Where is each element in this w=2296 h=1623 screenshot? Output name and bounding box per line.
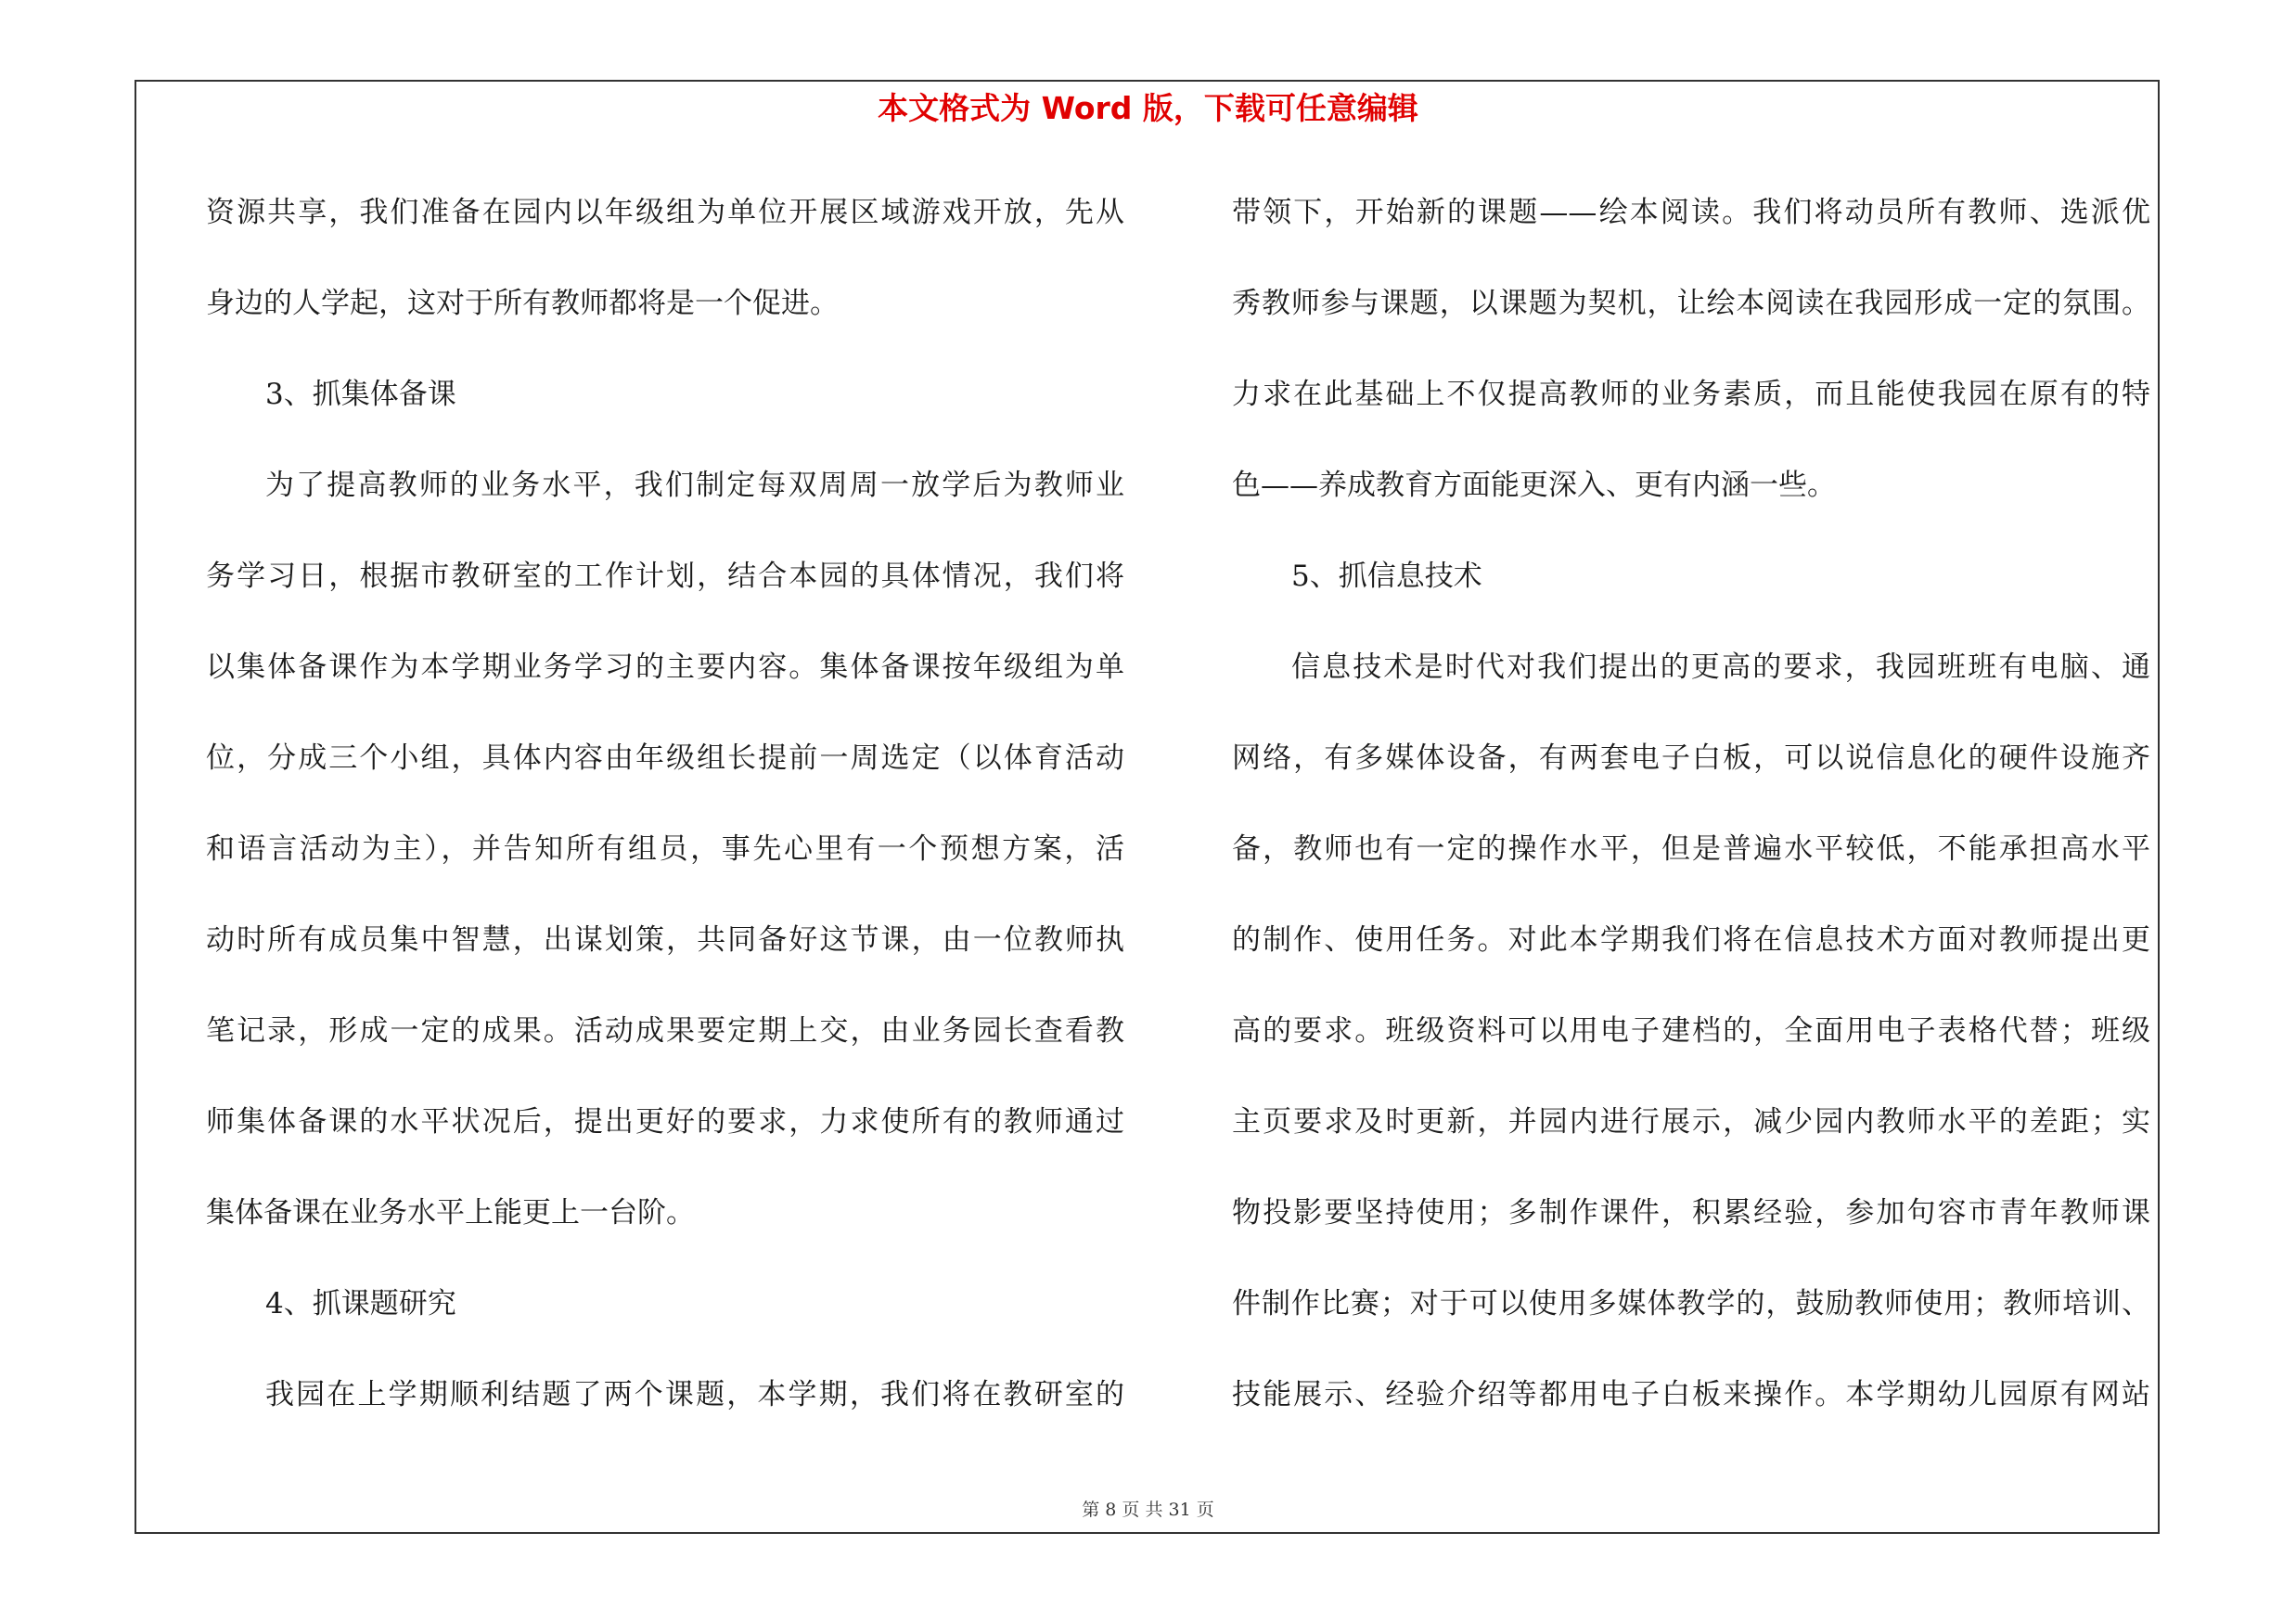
text-line: 资源共享，我们准备在园内以年级组为单位开展区域游戏开放，先从	[206, 196, 1124, 229]
text-line: 色——养成教育方面能更深入、更有内涵一些。	[1232, 469, 1836, 502]
text-line: 我园在上学期顺利结题了两个课题，本学期，我们将在教研室的	[265, 1378, 1124, 1411]
text-line: 的制作、使用任务。对此本学期我们将在信息技术方面对教师提出更	[1232, 923, 2150, 957]
text-line: 秀教师参与课题，以课题为契机，让绘本阅读在我园形成一定的氛围。	[1232, 287, 2150, 320]
text-line: 网络，有多媒体设备，有两套电子白板，可以说信息化的硬件设施齐	[1232, 741, 2150, 775]
text-line: 和语言活动为主），并告知所有组员，事先心里有一个预想方案，活	[206, 832, 1124, 866]
left-text-column	[206, 186, 1124, 1459]
word-format-banner: 本文格式为 Word 版，下载可任意编辑	[878, 90, 1418, 126]
section-heading: 3、抓集体备课	[265, 378, 456, 411]
text-line: 主页要求及时更新，并园内进行展示，减少园内教师水平的差距；实	[1232, 1105, 2150, 1139]
text-line: 笔记录，形成一定的成果。活动成果要定期上交，由业务园长查看教	[206, 1014, 1124, 1048]
text-line: 物投影要坚持使用；多制作课件，积累经验，参加句容市青年教师课	[1232, 1196, 2150, 1230]
text-line: 务学习日，根据市教研室的工作计划，结合本园的具体情况，我们将	[206, 560, 1124, 593]
text-line: 带领下，开始新的课题——绘本阅读。我们将动员所有教师、选派优	[1232, 196, 2150, 229]
text-line: 高的要求。班级资料可以用电子建档的，全面用电子表格代替；班级	[1232, 1014, 2150, 1048]
section-heading: 5、抓信息技术	[1291, 560, 1482, 593]
right-text-column	[1232, 186, 2150, 1459]
text-line: 技能展示、经验介绍等都用电子白板来操作。本学期幼儿园原有网站	[1232, 1378, 2150, 1411]
text-line: 力求在此基础上不仅提高教师的业务素质，而且能使我园在原有的特	[1232, 378, 2150, 411]
text-line: 身边的人学起，这对于所有教师都将是一个促进。	[206, 287, 839, 320]
section-heading: 4、抓课题研究	[265, 1287, 456, 1320]
text-line: 集体备课在业务水平上能更上一台阶。	[206, 1196, 695, 1230]
text-line: 件制作比赛；对于可以使用多媒体教学的，鼓励教师使用；教师培训、	[1232, 1287, 2150, 1320]
text-line: 备，教师也有一定的操作水平，但是普遍水平较低，不能承担高水平	[1232, 832, 2150, 866]
page-footer: 第 8 页 共 31 页	[1082, 1500, 1214, 1520]
text-line: 以集体备课作为本学期业务学习的主要内容。集体备课按年级组为单	[206, 650, 1124, 684]
text-line: 师集体备课的水平状况后，提出更好的要求，力求使所有的教师通过	[206, 1105, 1124, 1139]
text-line: 信息技术是时代对我们提出的更高的要求，我园班班有电脑、通	[1291, 650, 2150, 684]
text-line: 动时所有成员集中智慧，出谋划策，共同备好这节课，由一位教师执	[206, 923, 1124, 957]
text-line: 为了提高教师的业务水平，我们制定每双周周一放学后为教师业	[265, 469, 1124, 502]
text-line: 位，分成三个小组，具体内容由年级组长提前一周选定（以体育活动	[206, 741, 1124, 775]
